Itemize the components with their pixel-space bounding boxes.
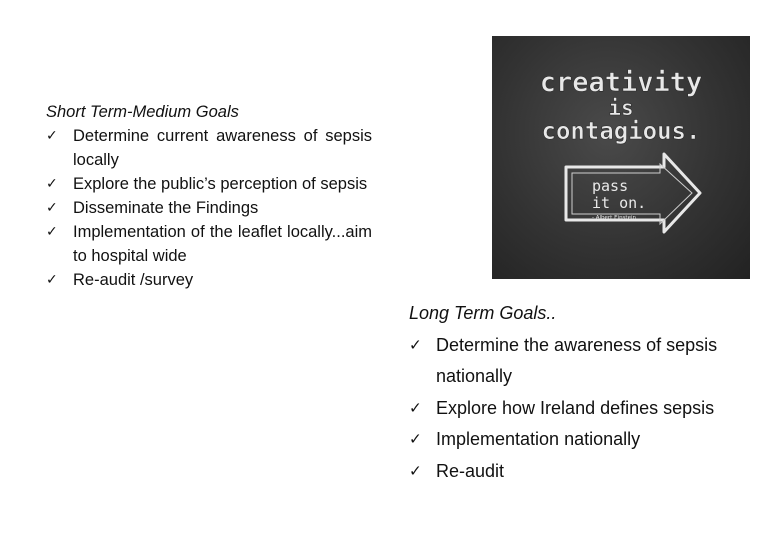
- quote-attribution: - Albert Einstein: [592, 215, 636, 221]
- list-item: ✓ Re-audit: [409, 456, 759, 488]
- list-item: ✓ Explore the public’s perception of sepsis: [46, 172, 372, 196]
- list-item: ✓ Explore how Ireland defines sepsis: [409, 393, 759, 425]
- checkmark-icon: ✓: [409, 461, 422, 480]
- long-term-goals-heading: Long Term Goals..: [409, 303, 557, 323]
- checkmark-icon: ✓: [409, 430, 422, 448]
- checkmark-icon: ✓: [46, 200, 58, 216]
- list-item: ✓ Implementation nationally: [409, 424, 759, 456]
- chalkboard-illustration: [492, 36, 750, 279]
- list-item: ✓ Determine current awareness of sepsis locally: [46, 124, 372, 172]
- list-item: ✓ Implementation of the leaflet locally...aim to hospital wide: [46, 220, 372, 268]
- quote-line-2: is: [608, 96, 634, 120]
- checkmark-icon: ✓: [46, 128, 58, 144]
- checkmark-icon: ✓: [46, 224, 58, 240]
- short-term-goals-section: [46, 100, 372, 292]
- creativity-quote-image: [492, 36, 750, 279]
- checkmark-icon: ✓: [46, 176, 58, 192]
- list-item: ✓ Disseminate the Findings: [46, 196, 372, 220]
- short-term-goals-list: [46, 124, 372, 292]
- short-term-goals-heading: Short Term-Medium Goals: [46, 103, 239, 121]
- list-item: ✓ Determine the awareness of sepsis nationally: [409, 330, 759, 393]
- quote-line-3: contagious.: [541, 117, 701, 145]
- arrow-text-1: pass: [592, 177, 629, 195]
- arrow-text-2: it on.: [592, 194, 647, 212]
- quote-line-1: creativity: [539, 67, 703, 98]
- long-term-goals-section: [409, 298, 759, 487]
- checkmark-icon: ✓: [46, 272, 58, 288]
- list-item: ✓ Re-audit /survey: [46, 268, 372, 292]
- checkmark-icon: ✓: [409, 335, 422, 354]
- long-term-goals-list: [409, 330, 759, 488]
- checkmark-icon: ✓: [409, 398, 422, 417]
